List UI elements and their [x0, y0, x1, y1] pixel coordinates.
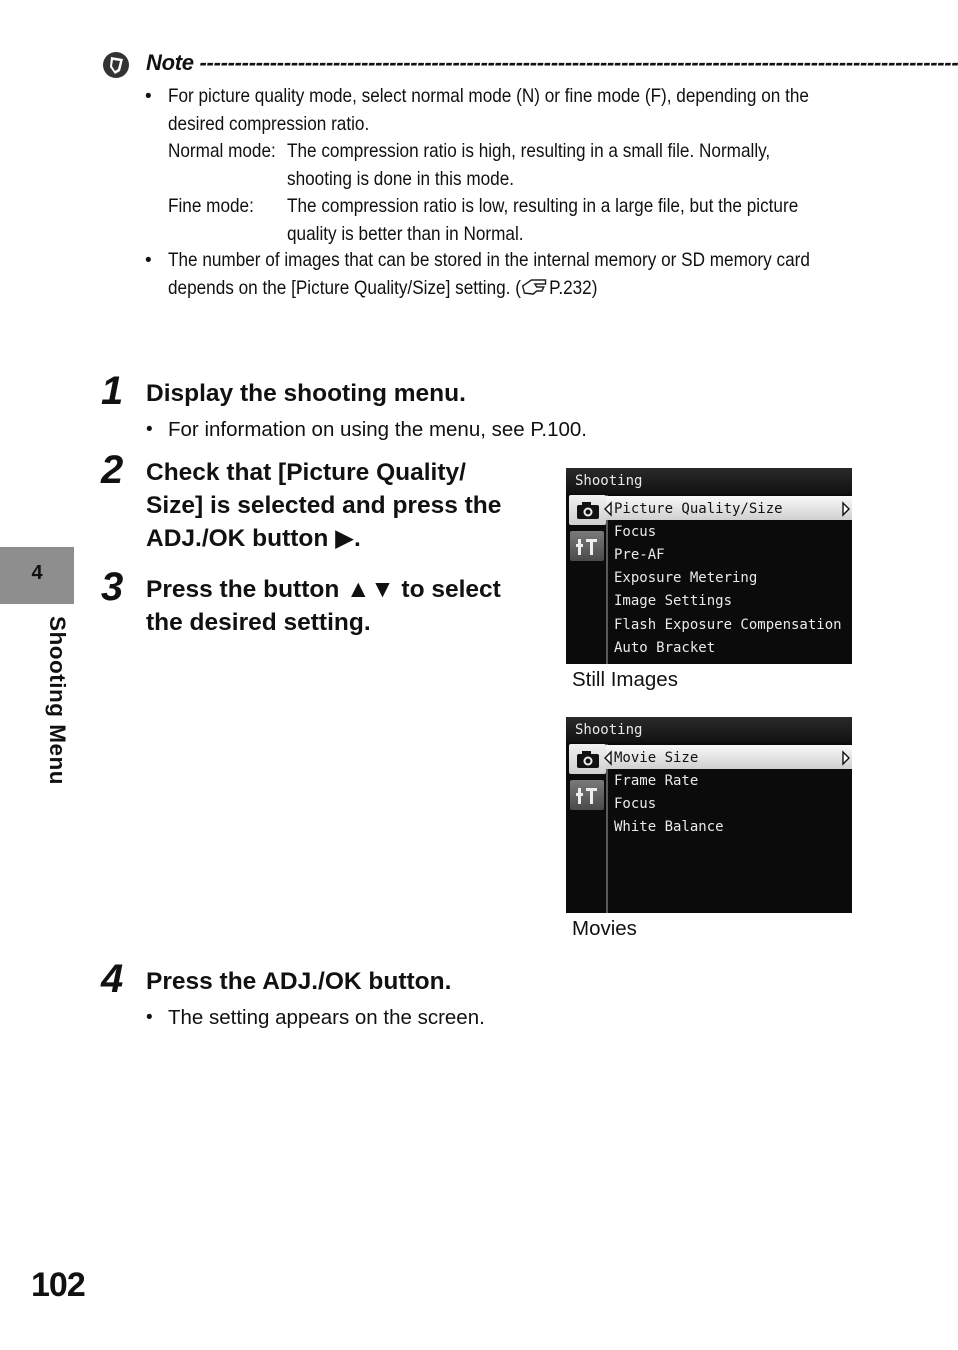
step-2-title [146, 456, 501, 555]
normal-mode-term: Normal mode: [168, 140, 276, 162]
normal-mode-desc [287, 138, 770, 193]
step-4-number: 4 [101, 957, 124, 1001]
note-dashes: ------------------------------------------------------------------------------------------------------------ [199, 50, 958, 75]
note-title: Note [146, 50, 194, 75]
note-item-2 [168, 247, 810, 302]
fine-mode-desc [287, 193, 798, 248]
bullet: • [146, 419, 153, 440]
menu-item-image-settings[interactable]: Image Settings [614, 593, 733, 609]
fine-mode-line-2: quality is better than in Normal. [287, 222, 524, 245]
step-2-line-3: ADJ./OK button ▶. [146, 525, 361, 552]
left-arrow-icon [603, 502, 613, 521]
right-arrow-icon [841, 751, 851, 770]
step-1-number: 1 [101, 369, 124, 413]
note-item-2-text: depends on the [Picture Quality/Size] setting. ( [168, 276, 521, 299]
menu-item-white-balance[interactable]: White Balance [614, 819, 724, 835]
reference-hand-icon [521, 277, 549, 297]
right-arrow-icon [841, 502, 851, 521]
menu-item-movie-size[interactable]: Movie Size [614, 750, 699, 766]
step-1-detail: For information on using the menu, see P.100. [168, 418, 587, 441]
still-images-caption: Still Images [572, 668, 678, 691]
fine-mode-term: Fine mode: [168, 195, 254, 217]
chapter-label-wrap [0, 604, 112, 824]
left-arrow-icon [603, 751, 613, 770]
note-item-1 [168, 83, 809, 138]
step-3-line-1: Press the button ▲▼ to select [146, 576, 501, 603]
still-images-screen [566, 468, 852, 664]
screen-header: Shooting [566, 468, 852, 494]
note-item-1-line-1: For picture quality mode, select normal mode (N) or fine mode (F), depending on the [168, 85, 809, 107]
camera-tab-icon [569, 744, 606, 774]
menu-item-frame-rate[interactable]: Frame Rate [614, 773, 699, 789]
note-heading [146, 50, 958, 76]
bullet: • [146, 1007, 153, 1028]
note-item-1-line-2: desired compression ratio. [168, 112, 370, 135]
menu-item-exposure-metering[interactable]: Exposure Metering [614, 570, 758, 586]
chapter-label: Shooting Menu [45, 616, 70, 785]
step-1-title: Display the shooting menu. [146, 380, 466, 407]
step-2-line-1: Check that [Picture Quality/ [146, 459, 466, 486]
menu-item-pre-af[interactable]: Pre-AF [614, 547, 665, 563]
menu-item-auto-bracket[interactable]: Auto Bracket [614, 640, 716, 656]
setup-tab-icon [570, 780, 604, 810]
setup-tab-icon [570, 531, 604, 561]
menu-item-picture-quality-size[interactable]: Picture Quality/Size [614, 501, 783, 517]
movies-caption: Movies [572, 917, 637, 940]
note-page-reference: P.232) [549, 276, 598, 299]
fine-mode-line-1: The compression ratio is low, resulting in a large file, but the picture [287, 195, 799, 217]
step-2-number: 2 [101, 448, 124, 492]
normal-mode-line-1: The compression ratio is high, resulting in a small file. Normally, [287, 140, 771, 162]
bullet: • [145, 250, 152, 271]
menu-item-focus[interactable]: Focus [614, 524, 657, 540]
step-2-line-2: Size] is selected and press the [146, 492, 502, 519]
screen-header: Shooting [566, 717, 852, 743]
step-3-line-2: the desired setting. [146, 609, 371, 636]
camera-tab-icon [569, 495, 606, 525]
step-3-title [146, 573, 501, 639]
normal-mode-line-2: shooting is done in this mode. [287, 167, 515, 190]
note-item-2-line-1: The number of images that can be stored in the internal memory or SD memory card [168, 249, 810, 271]
menu-item-flash-exposure-compensation[interactable]: Flash Exposure Compensation [614, 617, 842, 633]
step-3-number: 3 [101, 565, 124, 609]
step-4-title: Press the ADJ./OK button. [146, 968, 452, 995]
menu-item-focus[interactable]: Focus [614, 796, 657, 812]
note-icon [101, 50, 131, 80]
movies-screen [566, 717, 852, 913]
page-number: 102 [31, 1266, 85, 1304]
chapter-number: 4 [31, 562, 43, 584]
note-item-2-line-2 [168, 275, 810, 303]
step-4-detail: The setting appears on the screen. [168, 1006, 485, 1029]
bullet: • [145, 86, 152, 107]
